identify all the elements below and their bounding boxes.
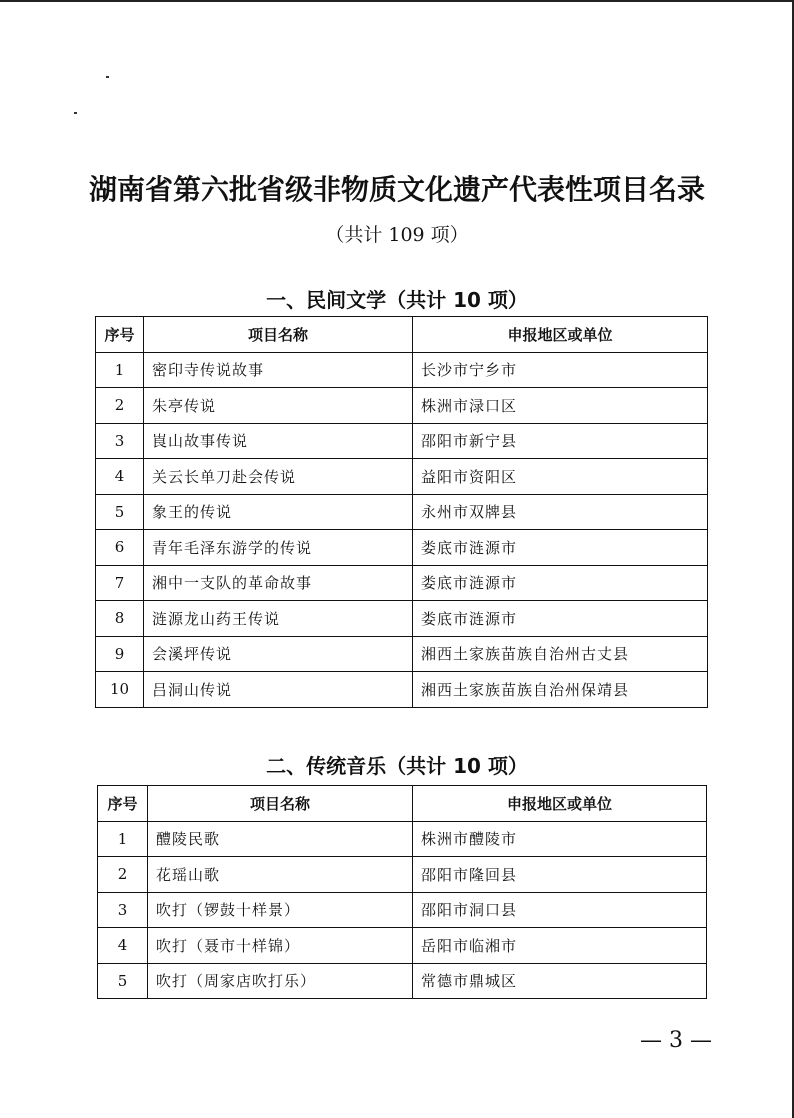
region: 湘西土家族苗族自治州保靖县 [413,672,708,708]
project-name: 崀山故事传说 [144,423,413,459]
table-row [96,388,708,424]
project-name: 会溪坪传说 [144,636,413,672]
row-index: 3 [96,423,144,459]
row-index: 10 [96,672,144,708]
row-index: 4 [96,459,144,495]
region: 益阳市资阳区 [413,459,708,495]
region: 娄底市涟源市 [413,601,708,637]
row-index: 5 [96,494,144,530]
section-heading-folk-literature: 一、民间文学（共计 10 项） [266,288,528,312]
table-row [96,352,708,388]
column-header-index: 序号 [96,317,144,353]
table-row [96,530,708,566]
table-row [98,928,707,964]
table-row [96,565,708,601]
project-name: 密印寺传说故事 [144,352,413,388]
project-name: 湘中一支队的革命故事 [144,565,413,601]
row-index: 1 [96,352,144,388]
table-row [98,821,707,857]
region: 常德市鼎城区 [413,963,707,999]
row-index: 6 [96,530,144,566]
region: 湘西土家族苗族自治州古丈县 [413,636,708,672]
row-index: 8 [96,601,144,637]
table-row [96,494,708,530]
project-name: 青年毛泽东游学的传说 [144,530,413,566]
row-index: 5 [98,963,148,999]
project-name: 关云长单刀赴会传说 [144,459,413,495]
region: 株洲市醴陵市 [413,821,707,857]
scan-speck [106,76,109,78]
project-name: 吹打（聂市十样锦） [148,928,413,964]
table-row [96,672,708,708]
row-index: 2 [98,857,148,893]
region: 邵阳市隆回县 [413,857,707,893]
region: 株洲市渌口区 [413,388,708,424]
document-title: 湖南省第六批省级非物质文化遗产代表性项目名录 [88,173,705,206]
project-name: 花瑶山歌 [148,857,413,893]
project-name: 涟源龙山药王传说 [144,601,413,637]
region: 岳阳市临湘市 [413,928,707,964]
column-header-name: 项目名称 [144,317,413,353]
table-row [98,857,707,893]
row-index: 7 [96,565,144,601]
table-row [98,892,707,928]
table-row [96,636,708,672]
region: 邵阳市洞口县 [413,892,707,928]
project-name: 吹打（锣鼓十样景） [148,892,413,928]
row-index: 3 [98,892,148,928]
table-row [96,423,708,459]
document-subtitle: （共计 109 项） [325,224,469,246]
column-header-region: 申报地区或单位 [413,786,707,822]
folk-literature-table [95,316,708,708]
traditional-music-table [97,785,707,999]
region: 永州市双牌县 [413,494,708,530]
table-row [96,459,708,495]
project-name: 吹打（周家店吹打乐） [148,963,413,999]
page-number: — 3 — [640,1028,712,1053]
project-name: 醴陵民歌 [148,821,413,857]
project-name: 象王的传说 [144,494,413,530]
region: 娄底市涟源市 [413,530,708,566]
table-header-row [96,317,708,353]
region: 邵阳市新宁县 [413,423,708,459]
scan-border-top [0,0,794,2]
table-row [98,963,707,999]
row-index: 4 [98,928,148,964]
row-index: 9 [96,636,144,672]
column-header-name: 项目名称 [148,786,413,822]
column-header-region: 申报地区或单位 [413,317,708,353]
column-header-index: 序号 [98,786,148,822]
table-row [96,601,708,637]
table-header-row [98,786,707,822]
section-heading-traditional-music: 二、传统音乐（共计 10 项） [266,754,528,778]
scan-speck [74,112,77,114]
project-name: 朱亭传说 [144,388,413,424]
region: 长沙市宁乡市 [413,352,708,388]
row-index: 2 [96,388,144,424]
row-index: 1 [98,821,148,857]
project-name: 吕洞山传说 [144,672,413,708]
region: 娄底市涟源市 [413,565,708,601]
